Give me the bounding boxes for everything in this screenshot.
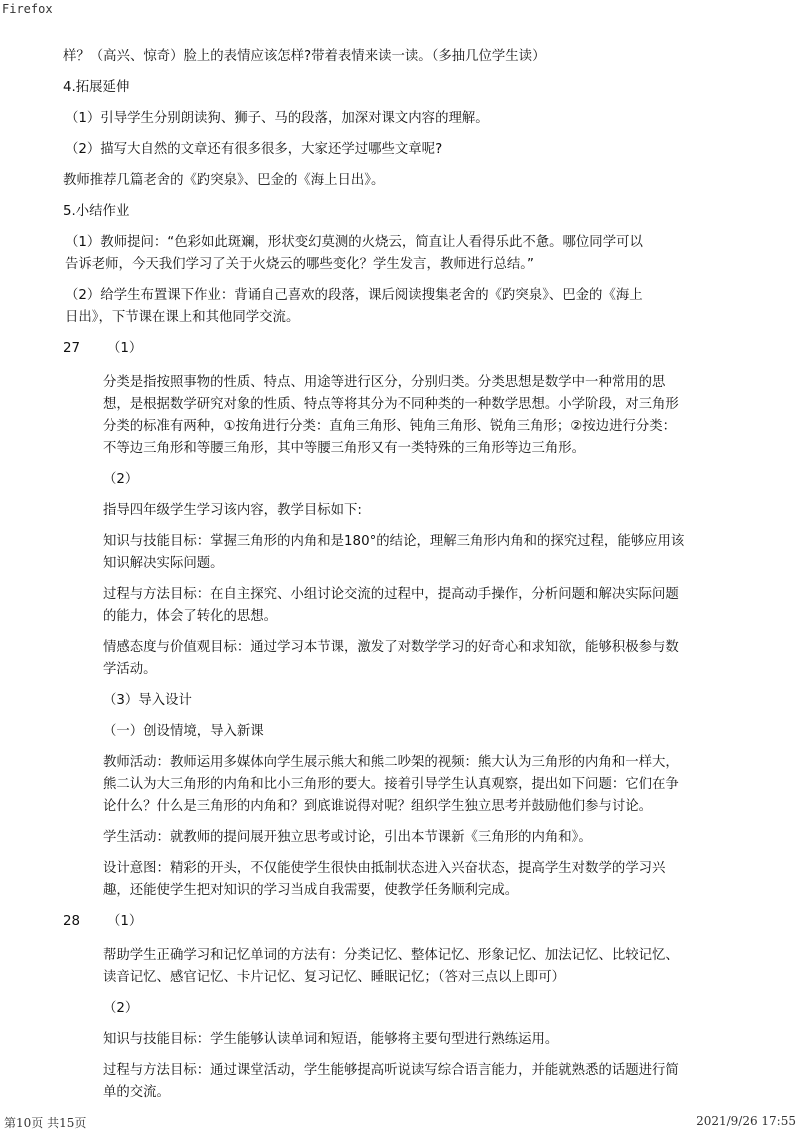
- question-28-header: [63, 911, 753, 933]
- text-line: 分类的标准有两种，①按角进行分类：直角三角形、钝角三角形、锐角三角形；②按边进行分类：: [103, 419, 677, 434]
- text-line: 单的交流。: [103, 1085, 170, 1100]
- text-line: （1）教师提问：“色彩如此斑斓，形状变幻莫测的火烧云，简直让人看得乐此不惫。哪位同学可以: [65, 235, 643, 250]
- text-line: 设计意图：精彩的开头，不仅能使学生很快由抵制状态进入兴奋状态，提高学生对数学的学习兴: [103, 861, 666, 876]
- text-line: 读音记忆、感官记忆、卡片记忆、复习记忆、睡眠记忆；（答对三点以上即可）: [103, 970, 565, 985]
- paragraph: [63, 285, 753, 329]
- part-label: （3）导入设计: [103, 693, 192, 708]
- paragraph: [103, 858, 753, 902]
- question-27-header: [63, 338, 753, 360]
- text-line: 论什么？什么是三角形的内角和？到底谁说得对呢？组织学生独立思考并鼓励他们参与讨论。: [103, 799, 653, 814]
- text-line: 情感态度与价值观目标：通过学习本节课，激发了对数学学习的好奇心和求知欲，能够积极参与数: [103, 640, 679, 655]
- part-label: （2）: [103, 1001, 139, 1016]
- section-heading: 4.拓展延伸: [63, 80, 130, 95]
- paragraph: 样？（高兴、惊奇）脸上的表情应该怎样?带着表情来读一读。（多抽几位学生读）: [63, 49, 546, 64]
- text-line: 过程与方法目标：通过课堂活动，学生能够提高听说读写综合语言能力，并能就熟悉的话题进行简: [103, 1063, 679, 1078]
- paragraph: [103, 945, 753, 989]
- document-body: [63, 46, 753, 1113]
- paragraph: [103, 752, 753, 818]
- text-line: 学活动。: [103, 662, 157, 677]
- section-heading: 5.小结作业: [63, 204, 130, 219]
- paragraph: [103, 1060, 753, 1104]
- paragraph: （2）描写大自然的文章还有很多很多，大家还学过哪些文章呢?: [65, 142, 443, 157]
- question-number: 27: [63, 341, 81, 356]
- paragraph: [103, 584, 753, 628]
- text-line: 分类是指按照事物的性质、特点、用途等进行区分，分别归类。分类思想是数学中一种常用的思: [103, 375, 666, 390]
- paragraph: 学生活动：就教师的提问展开独立思考或讨论，引出本节课新《三角形的内角和》。: [103, 830, 592, 845]
- text-line: 熊二认为大三角形的内角和比小三角形的要大。接着引导学生认真观察，提出如下问题：它们在争: [103, 777, 679, 792]
- part-label: （一）创设情境，导入新课: [103, 724, 264, 739]
- text-line: 知识解决实际问题。: [103, 556, 224, 571]
- text-line: 帮助学生正确学习和记忆单词的方法有：分类记忆、整体记忆、形象记忆、加法记忆、比较记忆、: [103, 948, 679, 963]
- print-datetime: 2021/9/26 17:55: [696, 1114, 796, 1128]
- paragraph: [103, 637, 753, 681]
- part-label: （1）: [107, 914, 143, 929]
- text-line: 过程与方法目标：在自主探究、小组讨论交流的过程中，提高动手操作，分析问题和解决实际问题: [103, 587, 679, 602]
- part-label: （2）: [103, 472, 139, 487]
- page-number: 第10页 共15页: [4, 1116, 87, 1130]
- text-line: 不等边三角形和等腰三角形，其中等腰三角形又有一类特殊的三角形等边三角形。: [103, 441, 586, 456]
- paragraph: 教师推荐几篇老舍的《趵突泉》、巴金的《海上日出》。: [63, 173, 385, 188]
- text-line: 的能力，体会了转化的思想。: [103, 609, 278, 624]
- browser-title: Firefox: [2, 2, 53, 16]
- text-line: 告诉老师，今天我们学习了关于火烧云的哪些变化？学生发言，教师进行总结。”: [65, 257, 534, 272]
- question-number: 28: [63, 914, 81, 929]
- text-line: 想，是根据数学研究对象的性质、特点等将其分为不同种类的一种数学思想。小学阶段，对三角形: [103, 397, 679, 412]
- text-line: 日出》，下节课在课上和其他同学交流。: [65, 310, 300, 325]
- text-line: （2）给学生布置课下作业：背诵自己喜欢的段落，课后阅读搜集老舍的《趵突泉》、巴金的《海上: [65, 288, 643, 303]
- text-line: 知识与技能目标：掌握三角形的内角和是180°的结论，理解三角形内角和的探究过程，能够应用该: [103, 534, 685, 549]
- text-line: 趣，还能使学生把对知识的学习当成自我需要，使教学任务顺利完成。: [103, 883, 519, 898]
- paragraph: [103, 372, 753, 460]
- paragraph: 指导四年级学生学习该内容，教学目标如下:: [103, 503, 362, 518]
- part-label: （1）: [107, 341, 143, 356]
- text-line: 教师活动：教师运用多媒体向学生展示熊大和熊二吵架的视频：熊大认为三角形的内角和一样大，: [103, 755, 679, 770]
- paragraph: [63, 232, 753, 276]
- paragraph: （1）引导学生分别朗读狗、狮子、马的段落，加深对课文内容的理解。: [65, 111, 489, 126]
- paragraph: 知识与技能目标：学生能够认读单词和短语，能够将主要句型进行熟练运用。: [103, 1032, 559, 1047]
- paragraph: [103, 531, 753, 575]
